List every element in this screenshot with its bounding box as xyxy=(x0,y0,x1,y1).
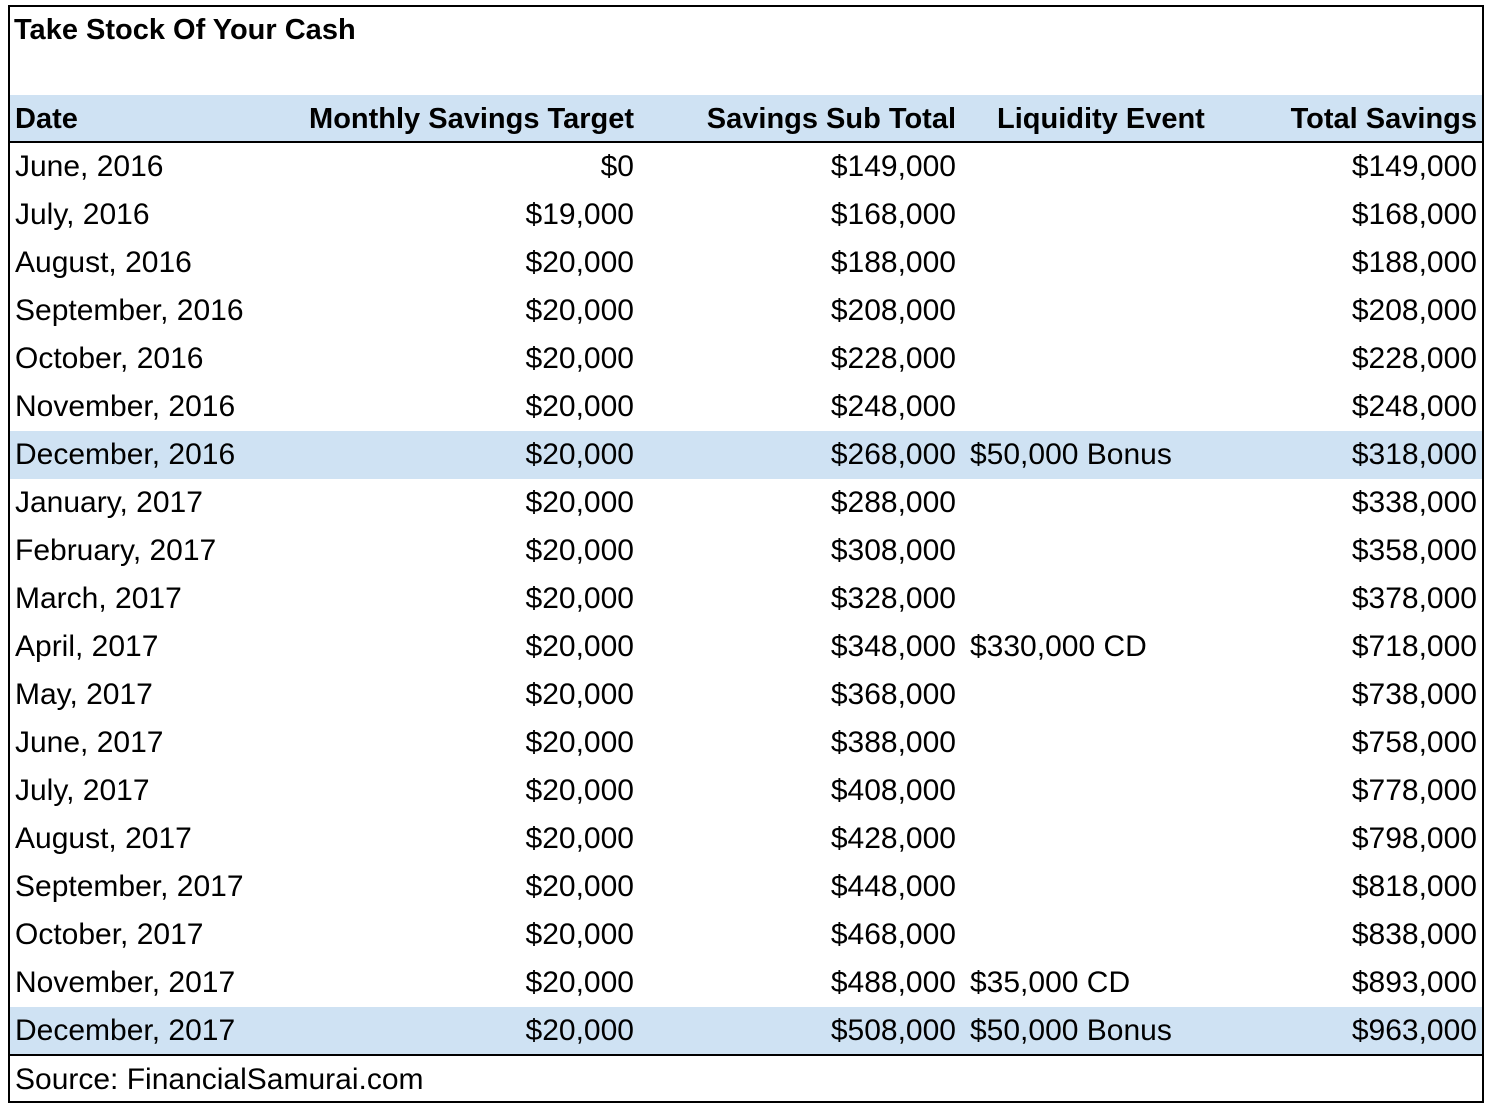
cell-total-savings: $738,000 xyxy=(1351,678,1477,711)
table-row xyxy=(10,383,1482,431)
cell-date: August, 2017 xyxy=(15,822,192,855)
table-row xyxy=(10,719,1482,767)
table-row xyxy=(10,335,1482,383)
cell-total-savings: $228,000 xyxy=(1351,342,1477,375)
cell-date: June, 2016 xyxy=(15,150,164,183)
table-header-row xyxy=(10,95,1482,143)
table-row xyxy=(10,431,1482,479)
cell-date: July, 2016 xyxy=(15,198,150,231)
cell-monthly-savings-target: $20,000 xyxy=(525,726,634,759)
cell-date: June, 2017 xyxy=(15,726,164,759)
cell-savings-sub-total: $308,000 xyxy=(830,534,956,567)
cell-total-savings: $778,000 xyxy=(1351,774,1477,807)
table-row xyxy=(10,911,1482,959)
cell-date: September, 2017 xyxy=(15,870,244,903)
cell-savings-sub-total: $149,000 xyxy=(830,150,956,183)
cell-date: March, 2017 xyxy=(15,582,182,615)
table-row xyxy=(10,575,1482,623)
cell-savings-sub-total: $408,000 xyxy=(830,774,956,807)
source-note: Source: FinancialSamurai.com xyxy=(15,1063,424,1096)
header-savings-sub-total: Savings Sub Total xyxy=(706,103,956,135)
cell-total-savings: $758,000 xyxy=(1351,726,1477,759)
table-row xyxy=(10,479,1482,527)
cell-total-savings: $718,000 xyxy=(1351,630,1477,663)
cell-total-savings: $318,000 xyxy=(1351,438,1477,471)
cell-date: October, 2016 xyxy=(15,342,204,375)
cell-savings-sub-total: $188,000 xyxy=(830,246,956,279)
table-row xyxy=(10,191,1482,239)
cell-monthly-savings-target: $19,000 xyxy=(525,198,634,231)
cell-liquidity-event: $330,000 CD xyxy=(970,630,1147,663)
cell-date: September, 2016 xyxy=(15,294,244,327)
cell-monthly-savings-target: $20,000 xyxy=(525,1014,634,1047)
header-monthly-savings-target: Monthly Savings Target xyxy=(309,103,634,135)
cell-savings-sub-total: $168,000 xyxy=(830,198,956,231)
cell-date: May, 2017 xyxy=(15,678,153,711)
cell-savings-sub-total: $468,000 xyxy=(830,918,956,951)
cell-total-savings: $838,000 xyxy=(1351,918,1477,951)
page-title: Take Stock Of Your Cash xyxy=(14,14,356,46)
header-liquidity-event: Liquidity Event xyxy=(997,103,1205,135)
cell-monthly-savings-target: $20,000 xyxy=(525,966,634,999)
table-row xyxy=(10,863,1482,911)
cell-date: December, 2017 xyxy=(15,1014,236,1047)
cell-date: December, 2016 xyxy=(15,438,236,471)
cell-monthly-savings-target: $20,000 xyxy=(525,774,634,807)
cell-total-savings: $168,000 xyxy=(1351,198,1477,231)
cell-savings-sub-total: $508,000 xyxy=(830,1014,956,1047)
table-row xyxy=(10,527,1482,575)
cell-date: January, 2017 xyxy=(15,486,203,519)
cell-date: April, 2017 xyxy=(15,630,159,663)
cell-total-savings: $818,000 xyxy=(1351,870,1477,903)
table-row xyxy=(10,239,1482,287)
cell-savings-sub-total: $388,000 xyxy=(830,726,956,759)
table-row xyxy=(10,143,1482,191)
cell-total-savings: $798,000 xyxy=(1351,822,1477,855)
cell-savings-sub-total: $368,000 xyxy=(830,678,956,711)
cell-total-savings: $963,000 xyxy=(1351,1014,1477,1047)
table-row xyxy=(10,767,1482,815)
source-divider xyxy=(10,1054,1482,1056)
cell-total-savings: $149,000 xyxy=(1351,150,1477,183)
cell-total-savings: $188,000 xyxy=(1351,246,1477,279)
cell-total-savings: $208,000 xyxy=(1351,294,1477,327)
cell-liquidity-event: $50,000 Bonus xyxy=(970,438,1172,471)
cell-savings-sub-total: $248,000 xyxy=(830,390,956,423)
cell-savings-sub-total: $328,000 xyxy=(830,582,956,615)
cell-total-savings: $338,000 xyxy=(1351,486,1477,519)
table-row xyxy=(10,287,1482,335)
cell-total-savings: $358,000 xyxy=(1351,534,1477,567)
cell-savings-sub-total: $228,000 xyxy=(830,342,956,375)
cell-monthly-savings-target: $20,000 xyxy=(525,534,634,567)
cell-monthly-savings-target: $20,000 xyxy=(525,678,634,711)
cell-date: July, 2017 xyxy=(15,774,150,807)
cell-monthly-savings-target: $20,000 xyxy=(525,342,634,375)
cell-liquidity-event: $35,000 CD xyxy=(970,966,1131,999)
cell-total-savings: $893,000 xyxy=(1351,966,1477,999)
cell-savings-sub-total: $268,000 xyxy=(830,438,956,471)
cell-monthly-savings-target: $20,000 xyxy=(525,918,634,951)
cell-savings-sub-total: $488,000 xyxy=(830,966,956,999)
table-row xyxy=(10,623,1482,671)
cell-date: February, 2017 xyxy=(15,534,217,567)
cell-date: November, 2017 xyxy=(15,966,236,999)
cell-monthly-savings-target: $20,000 xyxy=(525,246,634,279)
cell-savings-sub-total: $428,000 xyxy=(830,822,956,855)
cell-monthly-savings-target: $20,000 xyxy=(525,390,634,423)
cell-monthly-savings-target: $20,000 xyxy=(525,294,634,327)
cell-monthly-savings-target: $20,000 xyxy=(525,486,634,519)
cell-savings-sub-total: $348,000 xyxy=(830,630,956,663)
table-row xyxy=(10,959,1482,1007)
cell-monthly-savings-target: $20,000 xyxy=(525,630,634,663)
cell-date: August, 2016 xyxy=(15,246,192,279)
cell-savings-sub-total: $448,000 xyxy=(830,870,956,903)
header-total-savings: Total Savings xyxy=(1290,103,1477,135)
cell-date: October, 2017 xyxy=(15,918,204,951)
cell-savings-sub-total: $208,000 xyxy=(830,294,956,327)
cell-monthly-savings-target: $20,000 xyxy=(525,438,634,471)
header-date: Date xyxy=(15,103,78,135)
cell-monthly-savings-target: $0 xyxy=(600,150,634,183)
table-row xyxy=(10,815,1482,863)
cell-monthly-savings-target: $20,000 xyxy=(525,582,634,615)
cell-savings-sub-total: $288,000 xyxy=(830,486,956,519)
cell-liquidity-event: $50,000 Bonus xyxy=(970,1014,1172,1047)
cell-monthly-savings-target: $20,000 xyxy=(525,822,634,855)
table-row xyxy=(10,671,1482,719)
cell-total-savings: $248,000 xyxy=(1351,390,1477,423)
table-row xyxy=(10,1007,1482,1055)
cell-date: November, 2016 xyxy=(15,390,236,423)
cell-monthly-savings-target: $20,000 xyxy=(525,870,634,903)
cell-total-savings: $378,000 xyxy=(1351,582,1477,615)
